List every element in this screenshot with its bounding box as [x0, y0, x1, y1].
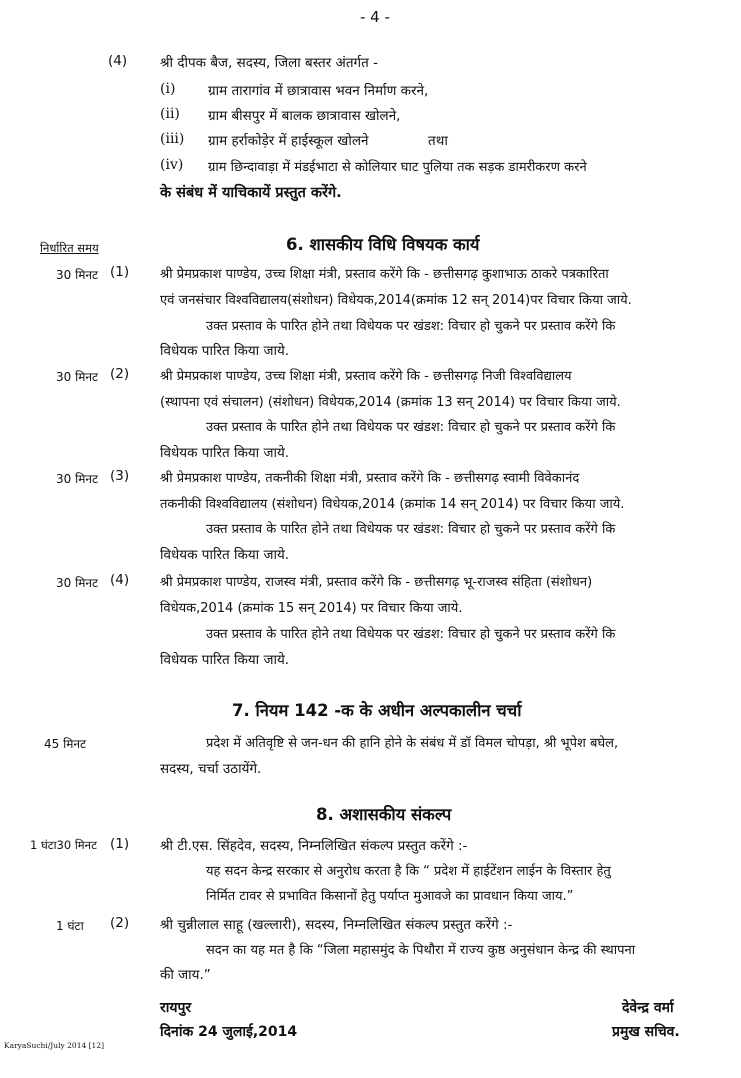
footer-place: रायपुर: [160, 1000, 192, 1016]
item-line: श्री चुन्नीलाल साहू (खल्लारी), सदस्य, निम्नलिखित संकल्प प्रस्तुत करेंगे :-: [160, 917, 513, 933]
item-line: एवं जनसंचार विश्वविद्यालय(संशोधन) विधेयक,2014(क्रमांक 12 सन् 2014)पर विचार किया जाये.: [160, 293, 632, 308]
sub-item-num: (iv): [160, 157, 184, 173]
item-line: सदस्य, चर्चा उठायेंगे.: [160, 761, 262, 777]
item-line: यह सदन केन्द्र सरकार से अनुरोध करता है कि “ प्रदेश में हाईटेंशन लाईन के विस्तार हेतु: [206, 864, 611, 879]
allocated-time-label: निर्धारित समय: [40, 241, 99, 255]
item-line: श्री प्रेमप्रकाश पाण्डेय, राजस्व मंत्री, प्रस्ताव करेंगे कि - छत्तीसगढ़ भू-राजस्व संहिता (संशोधन): [160, 575, 593, 590]
sub-item-num: (iii): [160, 131, 185, 147]
item-line: उक्त प्रस्ताव के पारित होने तथा विधेयक पर खंडश: विचार हो चुकने पर प्रस्ताव करेंगे कि: [206, 420, 616, 435]
footer-date: दिनांक 24 जुलाई,2014: [160, 1024, 298, 1040]
item-number: (4): [110, 572, 130, 588]
item-line: विधेयक पारित किया जाये.: [160, 445, 290, 461]
item-line: श्री प्रेमप्रकाश पाण्डेय, तकनीकी शिक्षा मंत्री, प्रस्ताव करेंगे कि - छत्तीसगढ़ स्वामी विवेकानंद: [160, 471, 580, 486]
item-line: उक्त प्रस्ताव के पारित होने तथा विधेयक पर खंडश: विचार हो चुकने पर प्रस्ताव करेंगे कि: [206, 522, 616, 537]
item-line: प्रदेश में अतिवृष्टि से जन-धन की हानि होने के संबंध में डॉ विमल चोपड़ा, श्री भूपेश बघेल,: [206, 736, 619, 751]
section7-heading: 7. नियम 142 -क के अधीन अल्पकालीन चर्चा: [232, 701, 522, 720]
item-time: 30 मिनट: [56, 370, 99, 384]
page-number: - 4 -: [360, 8, 390, 26]
item-time: 45 मिनट: [44, 737, 87, 751]
section8-heading: 8. अशासकीय संकल्प: [316, 805, 452, 824]
item-line: विधेयक पारित किया जाये.: [160, 547, 290, 563]
sub-item-tail: तथा: [428, 133, 448, 149]
item-line: विधेयक,2014 (क्रमांक 15 सन् 2014) पर विचार किया जाये.: [160, 601, 463, 616]
item-time: 30 मिनट: [56, 576, 99, 590]
item-line: श्री प्रेमप्रकाश पाण्डेय, उच्च शिक्षा मंत्री, प्रस्ताव करेंगे कि - छत्तीसगढ़ निजी विश्वविद्यालय: [160, 369, 572, 384]
signatory-name: देवेन्द्र वर्मा: [622, 1000, 674, 1016]
item-number: (2): [110, 915, 130, 931]
item-number: (1): [110, 836, 130, 852]
signatory-title: प्रमुख सचिव.: [612, 1024, 680, 1040]
item-line: सदन का यह मत है कि “जिला महासमुंद के पिथौरा में राज्य कुष्ठ अनुसंधान केन्द्र की स्थापना: [206, 943, 636, 958]
item4-number: (4): [108, 53, 128, 69]
item-line: विधेयक पारित किया जाये.: [160, 652, 290, 668]
item4-text: श्री दीपक बैज, सदस्य, जिला बस्तर अंतर्गत -: [160, 55, 378, 71]
item-number: (1): [110, 264, 130, 280]
item-line: उक्त प्रस्ताव के पारित होने तथा विधेयक पर खंडश: विचार हो चुकने पर प्रस्ताव करेंगे कि: [206, 627, 616, 642]
item-time: 30 मिनट: [56, 472, 99, 486]
item-line: तकनीकी विश्वविद्यालय (संशोधन) विधेयक,2014 (क्रमांक 14 सन् 2014) पर विचार किया जाये.: [160, 497, 625, 512]
item-line: विधेयक पारित किया जाये.: [160, 343, 290, 359]
sub-item-text: ग्राम बीसपुर में बालक छात्रावास खोलने,: [208, 108, 401, 124]
item-number: (2): [110, 366, 130, 382]
item-line: श्री प्रेमप्रकाश पाण्डेय, उच्च शिक्षा मंत्री, प्रस्ताव करेंगे कि - छत्तीसगढ़ कुशाभाऊ ठाकरे पत्रकारिता: [160, 267, 609, 282]
sub-item-num: (ii): [160, 106, 180, 122]
item-line: की जाय.”: [160, 967, 211, 983]
sub-item-num: (i): [160, 81, 176, 97]
sub-item-text: ग्राम तारागांव में छात्रावास भवन निर्माण करने,: [208, 83, 429, 99]
item-time: 30 मिनट: [56, 268, 99, 282]
item4-closing: के संबंध में याचिकायें प्रस्तुत करेंगे.: [160, 185, 342, 201]
item-line: श्री टी.एस. सिंहदेव, सदस्य, निम्नलिखित संकल्प प्रस्तुत करेंगे :-: [160, 838, 468, 854]
document-reference: KaryaSuchi/July 2014 [12]: [4, 1041, 105, 1050]
item-line: निर्मित टावर से प्रभावित किसानों हेतु पर्याप्त मुआवजे का प्रावधान किया जाय.”: [206, 889, 574, 904]
item-number: (3): [110, 468, 130, 484]
sub-item-text: ग्राम छिन्दावाड़ा में मंडईभाटा से कोलियार घाट पुलिया तक सड़क डामरीकरण करने: [208, 160, 587, 175]
item-line: उक्त प्रस्ताव के पारित होने तथा विधेयक पर खंडश: विचार हो चुकने पर प्रस्ताव करेंगे कि: [206, 319, 616, 334]
item-time: 1 घंटा30 मिनट: [30, 838, 97, 852]
item-time: 1 घंटा: [56, 919, 84, 933]
section6-heading: 6. शासकीय विधि विषयक कार्य: [286, 235, 480, 254]
sub-item-text: ग्राम हर्राकोड़ेर में हाईस्कूल खोलने: [208, 133, 369, 149]
item-line: (स्थापना एवं संचालन) (संशोधन) विधेयक,2014 (क्रमांक 13 सन् 2014) पर विचार किया जाये.: [160, 395, 621, 410]
